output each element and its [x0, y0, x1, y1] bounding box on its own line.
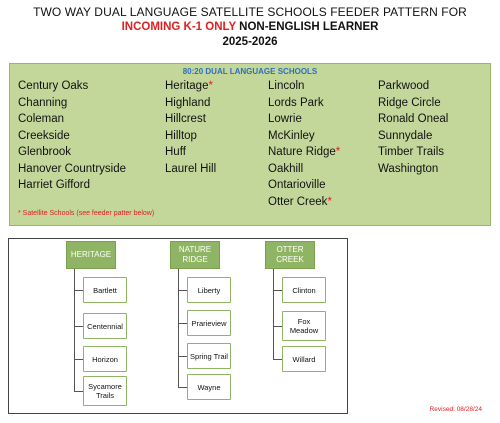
connector-line — [74, 269, 75, 391]
school-name: Creekside — [18, 129, 70, 142]
feeder-school-box: Sycamore Trails — [83, 376, 127, 406]
school-list-item — [18, 111, 126, 128]
school-name: Parkwood — [378, 80, 430, 92]
schools-heading: 80:20 DUAL LANGUAGE SCHOOLS — [182, 67, 318, 76]
feeder-school-box: Wayne — [187, 374, 231, 400]
schools-column-4 — [378, 78, 448, 177]
school-name: Oakhill — [268, 162, 304, 175]
school-name: McKinley — [268, 129, 315, 142]
feeder-school-box: Clinton — [282, 277, 326, 303]
school-name: Channing — [18, 96, 68, 109]
school-name: Sunnydale — [378, 129, 433, 142]
school-list-item — [268, 144, 340, 161]
feeder-school-box: Bartlett — [83, 277, 127, 303]
title-line-2 — [0, 20, 500, 34]
school-list-item — [18, 78, 126, 95]
title-highlight: INCOMING K-1 ONLY — [121, 21, 236, 33]
school-list-item — [18, 144, 126, 161]
school-list-item — [268, 128, 340, 145]
school-name: Laurel Hill — [165, 162, 217, 175]
school-list-item — [268, 194, 340, 211]
school-name: Nature Ridge — [268, 146, 336, 158]
satellite-marker: * — [208, 80, 213, 92]
school-list-item — [165, 78, 216, 95]
connector-line — [178, 290, 187, 291]
title-line-2-rest: NON-ENGLISH LEARNER — [235, 21, 379, 33]
schools-column-3 — [268, 78, 340, 210]
connector-line — [74, 326, 83, 327]
feeder-school-box: Horizon — [83, 346, 127, 372]
feeder-school-box: Liberty — [187, 277, 231, 303]
school-name: Hillcrest — [165, 113, 206, 125]
feeder-school-box: Centennial — [83, 313, 127, 339]
title-line-1: TWO WAY DUAL LANGUAGE SATELLITE SCHOOLS FEEDER PATTERN FOR — [33, 5, 467, 19]
connector-line — [178, 269, 179, 387]
school-name: Ronald Oneal — [378, 113, 449, 125]
satellite-footnote: * Satellite Schools (see feeder patter below) — [18, 210, 155, 217]
schools-column-2 — [165, 78, 216, 177]
feeder-school-box: Spring Trail — [187, 343, 231, 369]
feeder-school-box: Willard — [282, 346, 326, 372]
school-name: Hanover Countryside — [18, 162, 127, 175]
school-name: Hilltop — [165, 129, 197, 142]
document-title — [0, 5, 500, 49]
school-name: Heritage — [165, 80, 209, 92]
connector-line — [74, 290, 83, 291]
school-name: Lincoln — [268, 80, 305, 92]
school-list-item — [165, 144, 216, 161]
school-list-item — [18, 128, 126, 145]
connector-line — [74, 359, 83, 360]
school-list-item — [378, 111, 448, 128]
school-list-item — [18, 177, 126, 194]
school-list-item — [268, 111, 340, 128]
school-list-item — [268, 161, 340, 178]
connector-line — [273, 359, 282, 360]
satellite-marker: * — [327, 195, 332, 208]
school-name: Huff — [165, 146, 186, 158]
school-list-item — [268, 78, 340, 95]
feeder-head-box: NATURE RIDGE — [170, 241, 220, 269]
school-name: Highland — [165, 96, 211, 109]
connector-line — [178, 387, 187, 388]
school-list-item — [378, 161, 448, 178]
school-list-item — [18, 161, 126, 178]
school-list-item — [165, 128, 216, 145]
school-list-item — [165, 111, 216, 128]
satellite-marker: * — [335, 146, 341, 158]
school-name: Ridge Circle — [378, 96, 441, 109]
school-name: Harriet Gifford — [18, 179, 91, 191]
school-list-item — [378, 78, 448, 95]
school-name: Washington — [378, 162, 439, 175]
school-list-item — [165, 161, 216, 178]
revised-date: Revised: 08/28/24 — [429, 406, 482, 413]
feeder-school-box: Fox Meadow — [282, 311, 326, 341]
feeder-pattern-chart — [8, 238, 348, 414]
feeder-head-box: OTTER CREEK — [265, 241, 315, 269]
school-list-item — [378, 95, 448, 112]
school-list-item — [18, 95, 126, 112]
school-list-item — [378, 128, 448, 145]
school-name: Otter Creek — [268, 195, 328, 208]
school-name: Lowrie — [268, 113, 302, 125]
school-list-item — [268, 95, 340, 112]
school-list-item — [268, 177, 340, 194]
school-list-item — [378, 144, 448, 161]
connector-line — [273, 326, 282, 327]
connector-line — [273, 290, 282, 291]
school-list-item — [165, 95, 216, 112]
school-name: Coleman — [18, 113, 65, 125]
connector-line — [74, 391, 83, 392]
connector-line — [273, 269, 274, 359]
school-name: Ontarioville — [268, 179, 326, 191]
connector-line — [178, 356, 187, 357]
connector-line — [178, 323, 187, 324]
school-name: Timber Trails — [378, 146, 445, 158]
feeder-head-box: HERITAGE — [66, 241, 116, 269]
school-name: Lords Park — [268, 96, 324, 109]
dual-language-schools-panel — [9, 63, 491, 226]
school-name: Glenbrook — [18, 146, 72, 158]
feeder-school-box: Prarieview — [187, 310, 231, 336]
schools-column-1 — [18, 78, 126, 194]
school-year: 2025-2026 — [222, 36, 278, 48]
school-name: Century Oaks — [18, 80, 89, 92]
